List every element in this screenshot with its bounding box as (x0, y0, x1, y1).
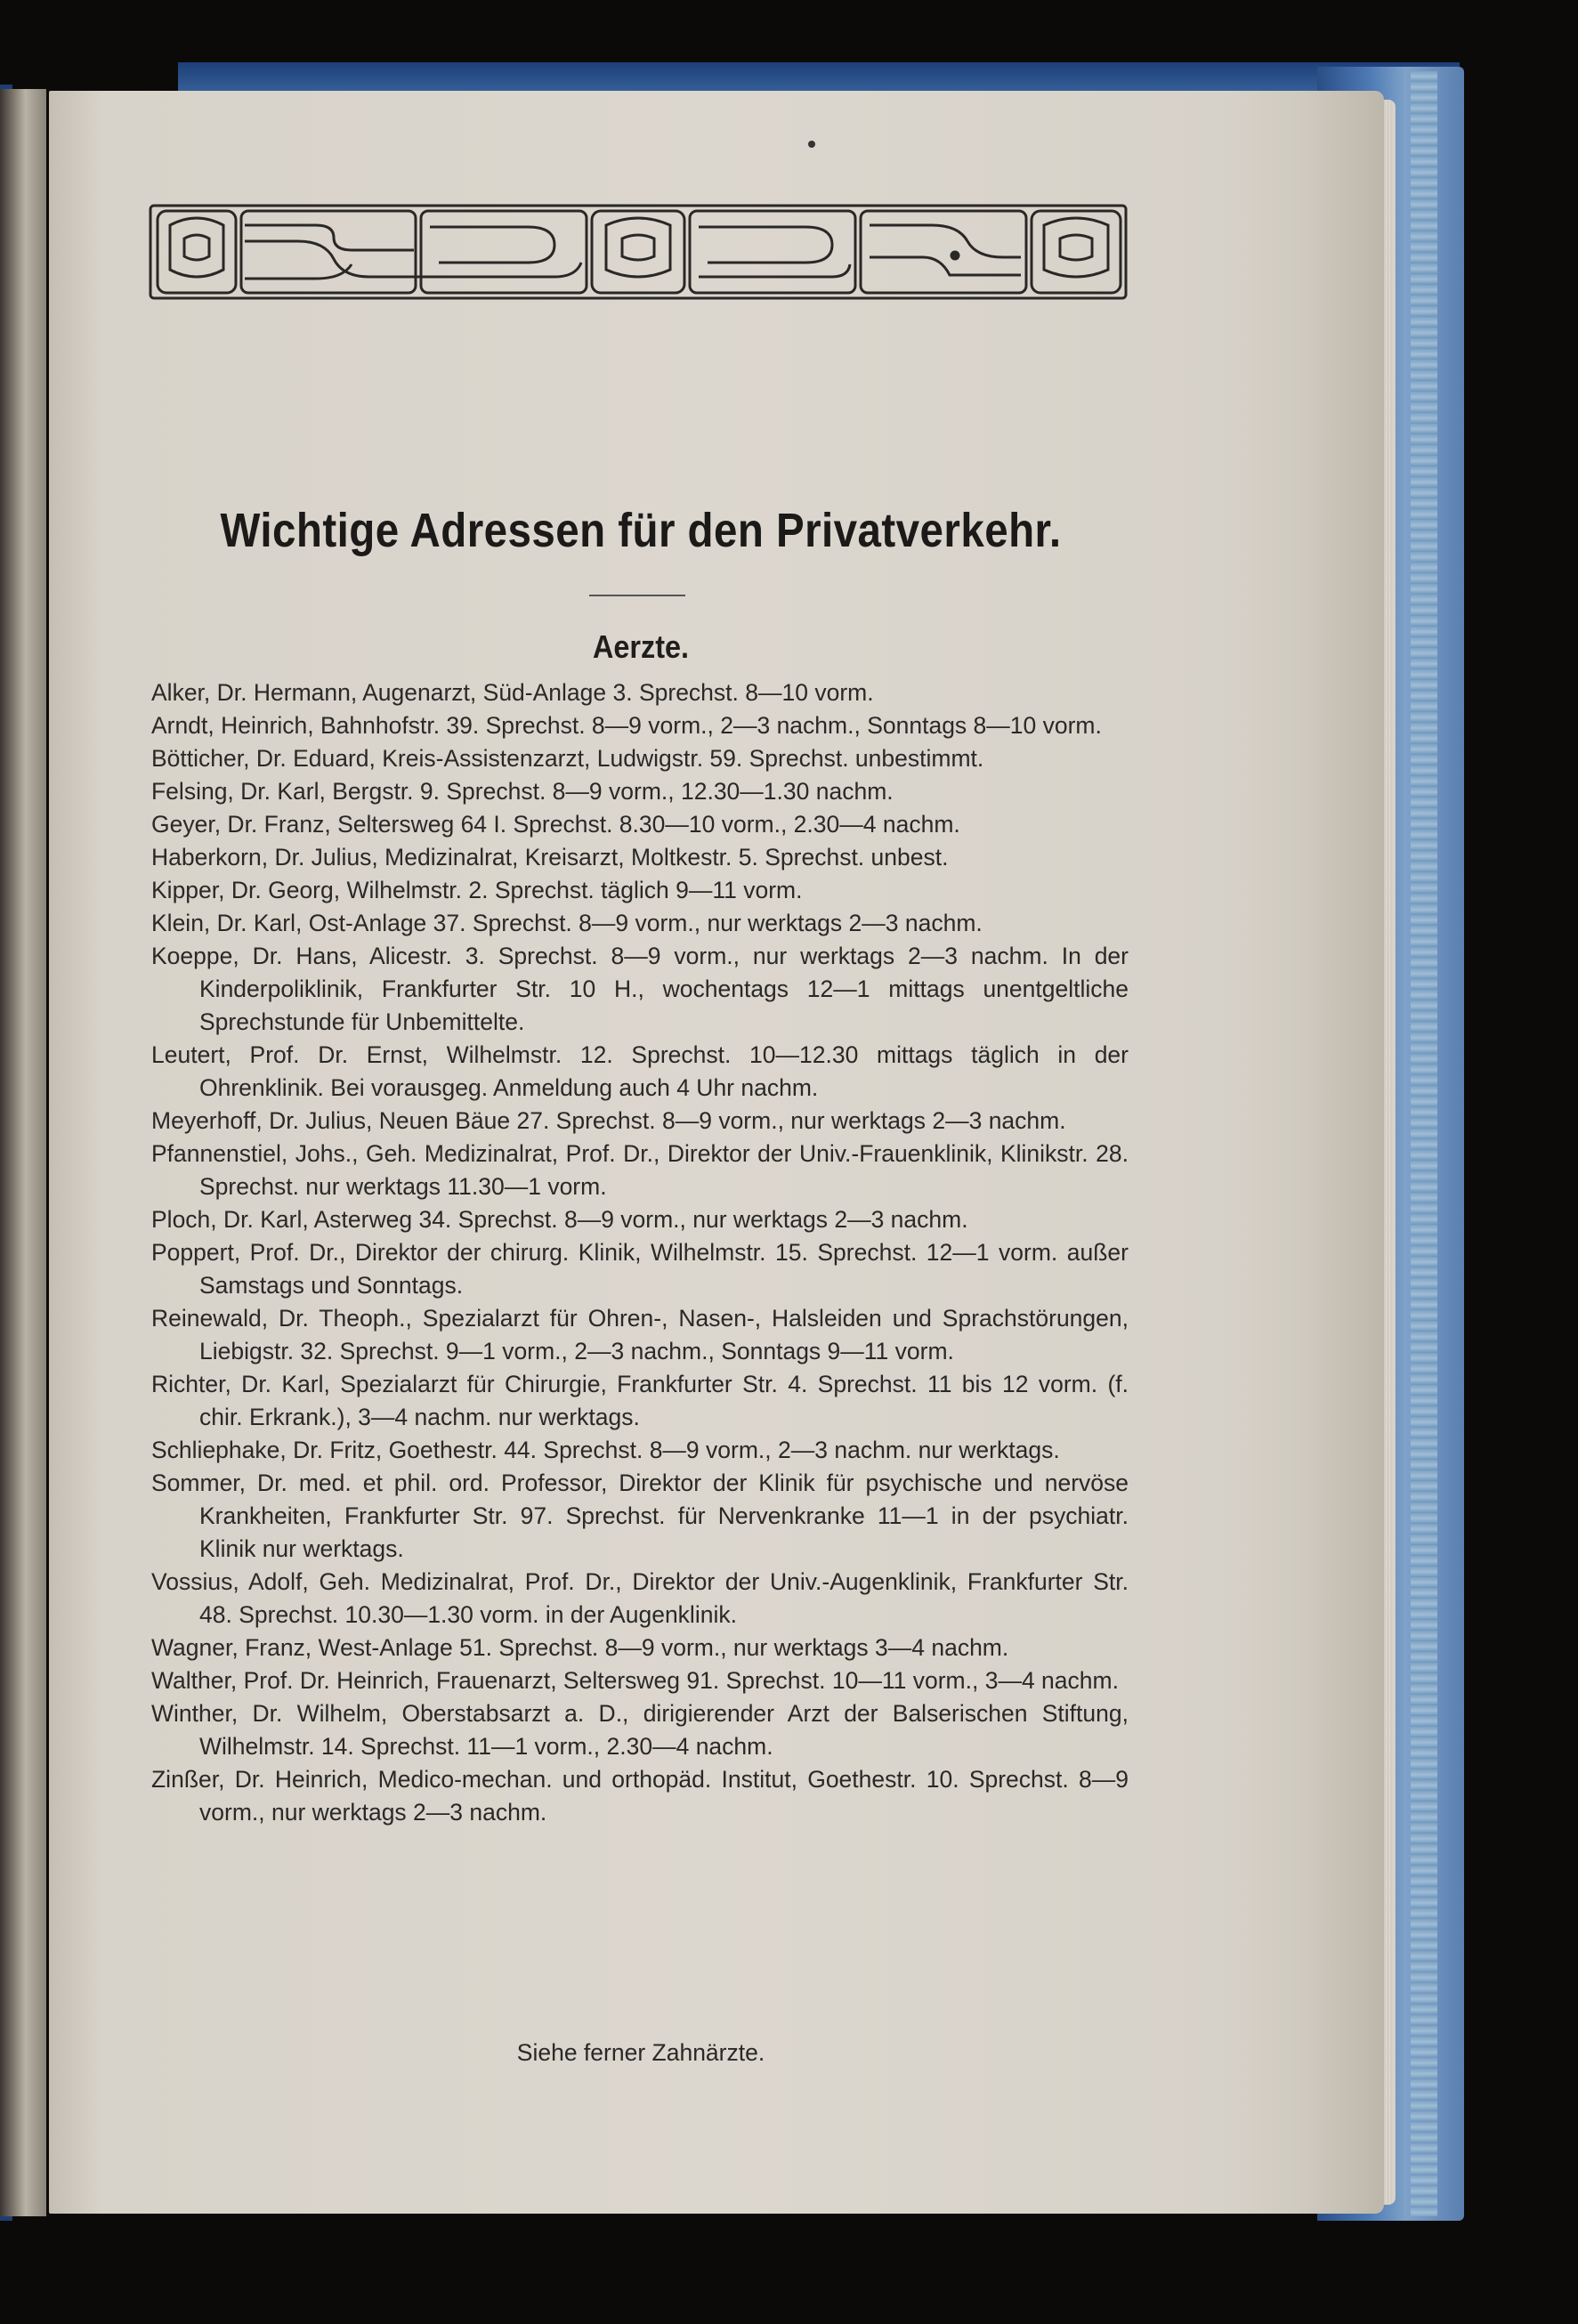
list-item: Schliephake, Dr. Fritz, Goethestr. 44. Sprechst. 8—9 vorm., 2—3 nachm. nur werktags. (151, 1437, 1060, 1463)
address-list (151, 676, 1129, 1829)
list-item: Zinßer, Dr. Heinrich, Medico-mechan. und orthopäd. Institut, Goethestr. 10. Sprechst. 8—9 vorm., nur werktags 2—3 nachm. (151, 1766, 1129, 1826)
list-item: Ploch, Dr. Karl, Asterweg 34. Sprechst. 8—9 vorm., nur werktags 2—3 nachm. (151, 1206, 968, 1233)
art-nouveau-header-ornament-icon (149, 198, 1128, 304)
list-item: Winther, Dr. Wilhelm, Oberstabsarzt a. D., dirigierender Arzt der Balserischen Stiftung, Wilhelmstr. 14. Sprechst. 11—1 vorm., 2.30—4 nachm. (151, 1700, 1129, 1760)
page-title: Wichtige Adressen für den Privatverkehr. (220, 504, 1062, 557)
list-item: Klein, Dr. Karl, Ost-Anlage 37. Sprechst. 8—9 vorm., nur werktags 2—3 nachm. (151, 910, 983, 936)
footer-note: Siehe ferner Zahnärzte. (516, 2039, 765, 2066)
list-item: Leutert, Prof. Dr. Ernst, Wilhelmstr. 12. Sprechst. 10—12.30 mittags täglich in der Ohrenklinik. Bei vorausgeg. Anmeldung auch 4 Uhr nachm. (151, 1041, 1129, 1101)
list-item: Geyer, Dr. Franz, Seltersweg 64 I. Sprechst. 8.30—10 vorm., 2.30—4 nachm. (151, 811, 960, 838)
list-item: Koeppe, Dr. Hans, Alicestr. 3. Sprechst. 8—9 vorm., nur werktags 2—3 nachm. In der Kinderpoliklinik, Frankfurter Str. 10 H., wochentags 12—1 mittags unentgeltliche Sprechstunde für Unbemittelte. (151, 943, 1129, 1035)
list-item: Pfannenstiel, Johs., Geh. Medizinalrat, Prof. Dr., Direktor der Univ.-Frauenklinik, Klinikstr. 28. Sprechst. nur werktags 11.30—1 vorm. (151, 1140, 1129, 1200)
list-item: Walther, Prof. Dr. Heinrich, Frauenarzt, Seltersweg 91. Sprechst. 10—11 vorm., 3—4 nachm. (151, 1667, 1119, 1694)
list-item: Reinewald, Dr. Theoph., Spezialarzt für Ohren-, Nasen-, Halsleiden und Sprachstörungen, Liebigstr. 32. Sprechst. 9—1 vorm., 2—3 nachm., Sonntags 9—11 vorm. (151, 1305, 1129, 1364)
list-item: Meyerhoff, Dr. Julius, Neuen Bäue 27. Sprechst. 8—9 vorm., nur werktags 2—3 nachm. (151, 1107, 1066, 1134)
list-item: Haberkorn, Dr. Julius, Medizinalrat, Kreisarzt, Moltkestr. 5. Sprechst. unbest. (151, 844, 949, 870)
left-page-sliver (0, 89, 46, 2216)
list-item: Bötticher, Dr. Eduard, Kreis-Assistenzarzt, Ludwigstr. 59. Sprechst. unbestimmt. (151, 745, 984, 772)
list-item: Sommer, Dr. med. et phil. ord. Professor, Direktor der Klinik für psychische und nervöse Krankheiten, Frankfurter Str. 97. Sprechst. für Nervenkranke 11—1 in der psychiatr. Klinik nur werktags. (151, 1470, 1129, 1562)
list-item: Kipper, Dr. Georg, Wilhelmstr. 2. Sprechst. täglich 9—11 vorm. (151, 877, 803, 903)
ink-dot (808, 141, 815, 148)
list-item: Felsing, Dr. Karl, Bergstr. 9. Sprechst. 8—9 vorm., 12.30—1.30 nachm. (151, 778, 894, 805)
list-item: Alker, Dr. Hermann, Augenarzt, Süd-Anlage 3. Sprechst. 8—10 vorm. (151, 679, 874, 706)
list-item: Arndt, Heinrich, Bahnhofstr. 39. Sprechst. 8—9 vorm., 2—3 nachm., Sonntags 8—10 vorm. (151, 712, 1102, 739)
list-item: Richter, Dr. Karl, Spezialarzt für Chirurgie, Frankfurter Str. 4. Sprechst. 11 bis 12 vorm. (f. chir. Erkrank.), 3—4 nachm. nur werktags. (151, 1371, 1129, 1430)
list-item: Vossius, Adolf, Geh. Medizinalrat, Prof. Dr., Direktor der Univ.-Augenklinik, Frankfurter Str. 48. Sprechst. 10.30—1.30 vorm. in der Augenklinik. (151, 1568, 1129, 1628)
title-divider (589, 595, 685, 596)
cover-marbled-edge (1411, 71, 1437, 2216)
section-heading: Aerzte. (592, 628, 690, 665)
list-item: Wagner, Franz, West-Anlage 51. Sprechst. 8—9 vorm., nur werktags 3—4 nachm. (151, 1634, 1009, 1661)
list-item: Poppert, Prof. Dr., Direktor der chirurg. Klinik, Wilhelmstr. 15. Sprechst. 12—1 vorm. außer Samstags und Sonntags. (151, 1239, 1129, 1299)
